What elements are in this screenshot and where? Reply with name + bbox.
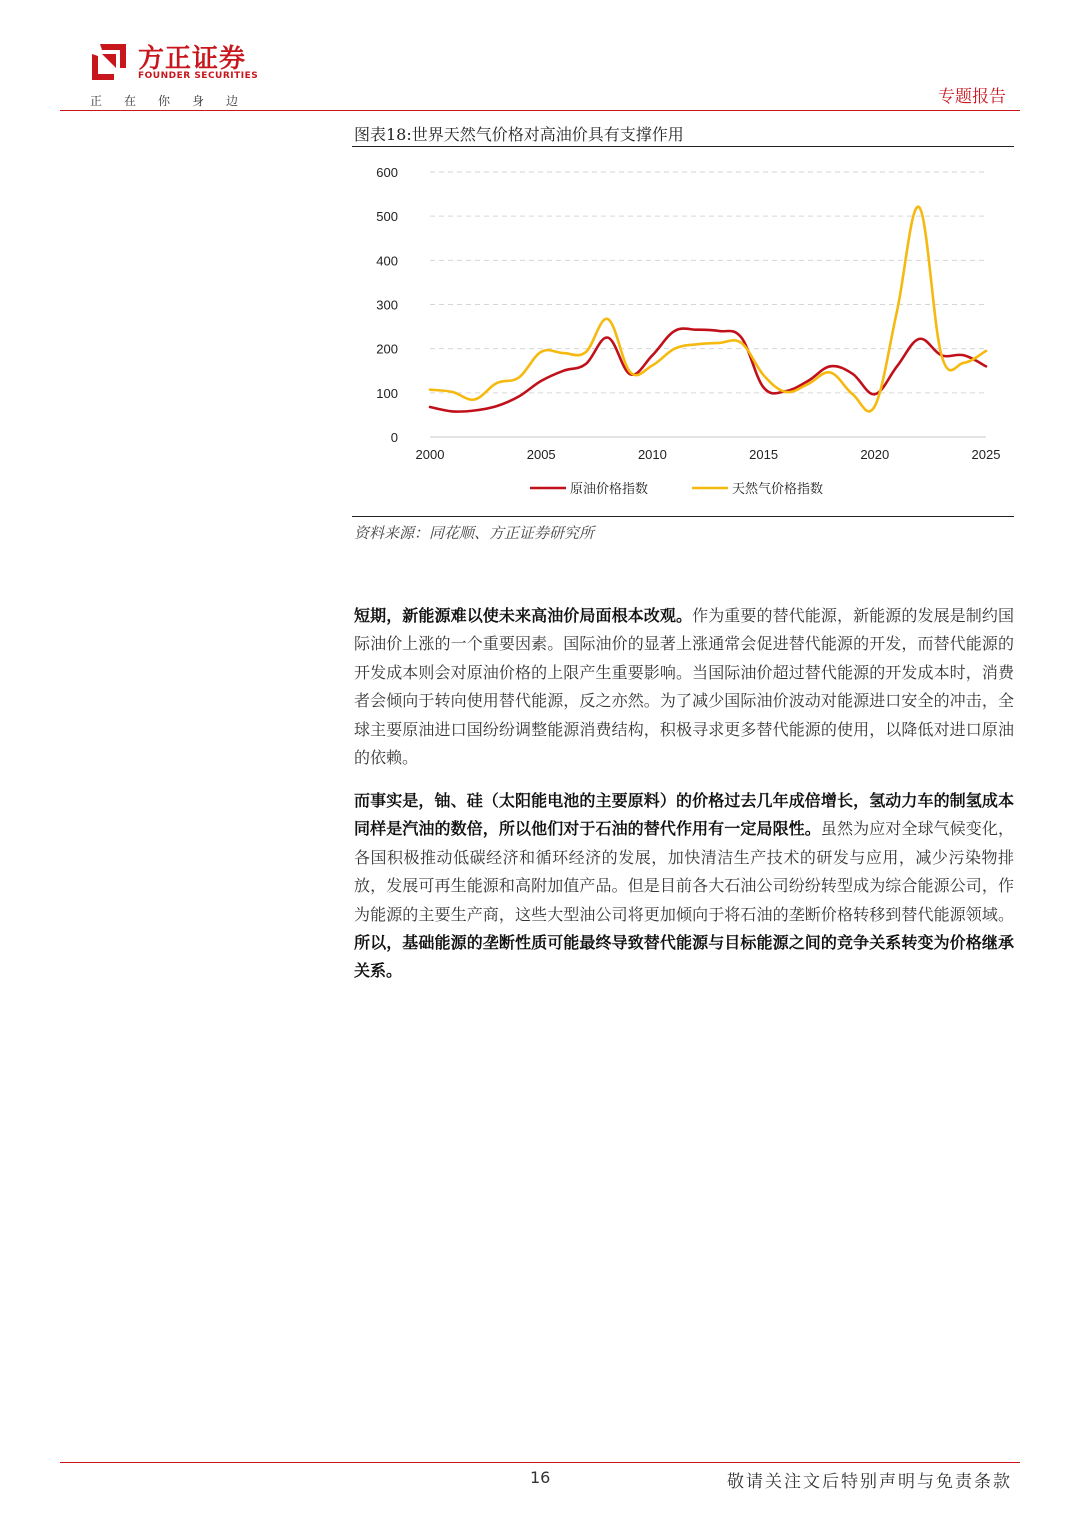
footer-disclaimer: 敬请关注文后特别声明与免责条款 (727, 1472, 1012, 1492)
y-tick-label: 0 (390, 430, 398, 445)
footer-divider (60, 1462, 1020, 1463)
x-tick-label: 2020 (860, 447, 890, 462)
paragraph-substitution-limits (354, 787, 1014, 986)
x-tick-label: 2005 (526, 447, 556, 462)
figure-bottom-rule (352, 516, 1014, 517)
company-slogan: 正在你身边 (90, 94, 261, 108)
figure-title: 图表18:世界天然气价格对高油价具有支撑作用 (354, 125, 684, 144)
page-number: 16 (530, 1468, 551, 1487)
chart-legend (530, 481, 823, 497)
legend-label: 天然气价格指数 (732, 482, 824, 497)
series-line-natural-gas (430, 207, 986, 412)
chart-series (430, 207, 986, 412)
figure-source: 资料来源：同花顺、方正证券研究所 (354, 524, 595, 542)
paragraph-bold-lead: 短期，新能源难以使未来高油价局面根本改观。 (354, 606, 693, 625)
paragraph-body: 虽然为应对全球气候变化，各国积极推动低碳经济和循环经济的发展，加快清洁生产技术的研发与应用，减少污染物排放，发展可再生能源和高附加值产品。但是目前各大石油公司纷纷转型成为综合能源公司，作为能源的主要生产商，这些大型油公司将更加倾向于将石油的垄断价格转移到替代能源领域。 (354, 819, 1014, 924)
logo-english-name: FOUNDER SECURITIES (138, 71, 259, 81)
y-tick-label: 600 (376, 165, 398, 180)
figure-top-rule (352, 146, 1014, 147)
x-axis-tick-labels (416, 447, 1001, 462)
paragraph-new-energy (354, 602, 1014, 772)
y-tick-label: 100 (376, 385, 398, 401)
header-divider (60, 110, 1020, 111)
logo-chinese-name: 方正证券 (138, 44, 247, 74)
y-axis-tick-labels (376, 165, 398, 445)
paragraph-bold-lead: 而事实是，铀、硅（太阳能电池的主要原料）的价格过去几年成倍增长，氢动力车的制氢成本同样是汽油的数倍，所以他们对于石油的替代作用有一定局限性。 (354, 791, 1014, 839)
y-tick-label: 300 (376, 297, 398, 313)
y-tick-label: 400 (376, 253, 398, 269)
y-tick-label: 500 (376, 209, 398, 225)
series-line-crude-oil (430, 329, 986, 412)
founder-logo-icon (88, 40, 130, 82)
x-tick-label: 2000 (415, 447, 445, 462)
x-tick-label: 2025 (971, 447, 1001, 462)
document-type-label: 专题报告 (938, 87, 1006, 107)
paragraph-bold-tail: 所以，基础能源的垄断性质可能最终导致替代能源与目标能源之间的竞争关系转变为价格继承关系。 (354, 933, 1014, 981)
x-tick-label: 2010 (637, 447, 667, 462)
paragraph-body: 作为重要的替代能源，新能源的发展是制约国际油价上涨的一个重要因素。国际油价的显著上涨通常会促进替代能源的开发，而替代能源的开发成本则会对原油价格的上限产生重要影响。当国际油价超过替代能源的开发成本时，消费者会倾向于转向使用替代能源，反之亦然。为了减少国际油价波动对能源进口安全的冲击，全球主要原油进口国纷纷调整能源消费结构，积极寻求更多替代能源的使用，以降低对进口原油的依赖。 (354, 606, 1014, 768)
legend-label: 原油价格指数 (570, 482, 649, 497)
y-tick-label: 200 (376, 341, 398, 357)
company-logo (88, 38, 268, 84)
x-tick-label: 2015 (749, 447, 779, 462)
price-index-line-chart (352, 150, 1014, 515)
